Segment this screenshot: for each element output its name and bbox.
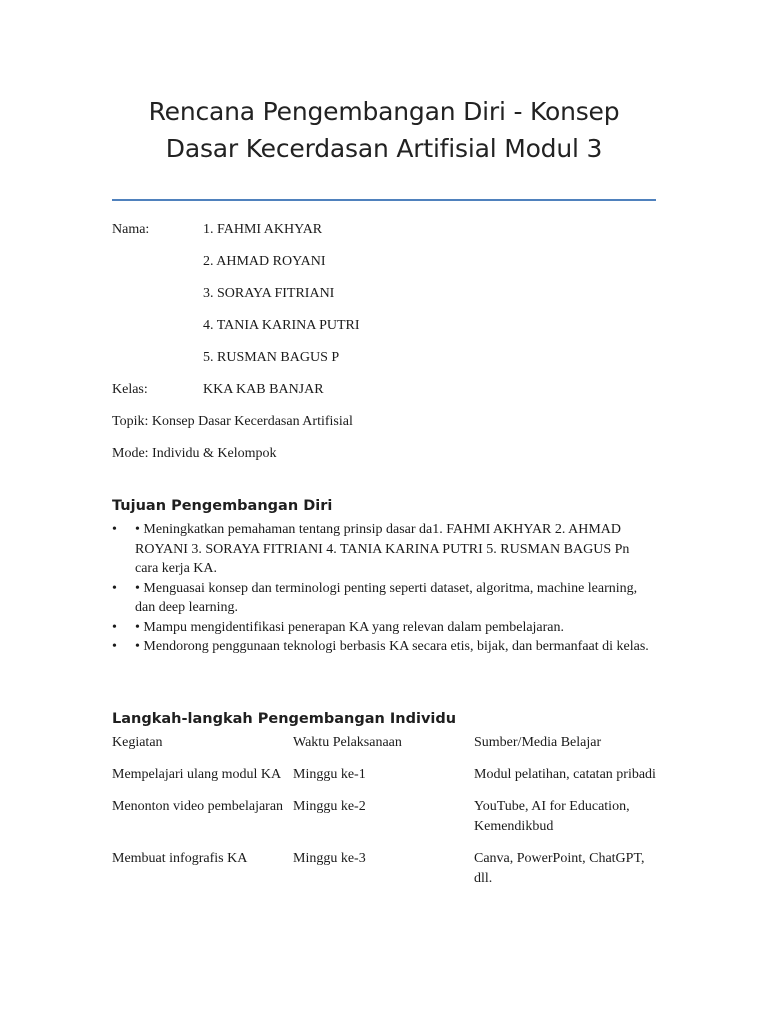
- table-cell: Minggu ke-1: [293, 766, 366, 782]
- table-cell: Membuat infografis KA: [112, 851, 248, 866]
- goal-text: • Mendorong penggunaan teknologi berbasis KA secara etis, bijak, dan bermanfaat di kelas.: [135, 639, 649, 654]
- title-divider: [112, 199, 656, 201]
- steps-heading: Langkah-langkah Pengembangan Individu: [112, 711, 457, 727]
- list-item: [112, 520, 656, 579]
- table-row: [112, 765, 656, 785]
- table-cell: Mempelajari ulang modul KA: [112, 766, 282, 782]
- goals-heading: Tujuan Pengembangan Diri: [112, 498, 333, 514]
- list-item: [112, 618, 656, 638]
- table-row: [112, 797, 656, 836]
- table-cell: Canva, PowerPoint, ChatGPT, dll.: [474, 851, 645, 886]
- goals-list: [112, 520, 656, 657]
- name-item: 2. AHMAD ROYANI: [203, 254, 326, 269]
- goal-text: • Menguasai konsep dan terminologi penting seperti dataset, algoritma, machine learning, dan deep learning.: [135, 580, 638, 615]
- table-cell: YouTube, AI for Education, Kemendikbud: [474, 799, 630, 834]
- table-cell: Modul pelatihan, catatan pribadi: [474, 766, 656, 782]
- table-cell: Menonton video pembelajaran: [112, 799, 284, 814]
- name-item: 1. FAHMI AKHYAR: [203, 222, 323, 237]
- table-header-row: [112, 733, 656, 753]
- list-item: [112, 579, 656, 618]
- name-item: 5. RUSMAN BAGUS P: [203, 350, 340, 365]
- goal-text: • Meningkatkan pemahaman tentang prinsip dasar da1. FAHMI AKHYAR 2. AHMAD ROYANI 3. SORAYA FITRIANI 4. TANIA KARINA PUTRI 5. RUSMAN BAGUS Pn cara kerja KA.: [135, 522, 630, 576]
- table-cell: Minggu ke-3: [293, 851, 366, 866]
- bullet-icon: •: [112, 580, 117, 596]
- topik-line: Topik: Konsep Dasar Kecerdasan Artifisial: [112, 414, 353, 429]
- table-row: [112, 849, 656, 888]
- kelas-label: Kelas:: [112, 382, 148, 397]
- document-title: Rencana Pengembangan Diri - Konsep Dasar Kecerdasan Artifisial Modul 3: [148, 97, 620, 163]
- kelas-value: KKA KAB BANJAR: [203, 382, 324, 397]
- nama-label: Nama:: [112, 222, 150, 237]
- goal-text: • Mampu mengidentifikasi penerapan KA yang relevan dalam pembelajaran.: [135, 619, 565, 635]
- column-header: Waktu Pelaksanaan: [293, 735, 402, 750]
- list-item: [112, 637, 656, 657]
- table-cell: Minggu ke-2: [293, 799, 366, 814]
- mode-line: Mode: Individu & Kelompok: [112, 446, 277, 461]
- name-item: 3. SORAYA FITRIANI: [203, 286, 335, 301]
- steps-table: [112, 733, 656, 888]
- bullet-icon: •: [112, 619, 117, 635]
- name-item: 4. TANIA KARINA PUTRI: [203, 318, 360, 333]
- bullet-icon: •: [112, 639, 117, 654]
- column-header: Sumber/Media Belajar: [474, 735, 602, 750]
- column-header: Kegiatan: [112, 735, 163, 750]
- bullet-icon: •: [112, 522, 117, 537]
